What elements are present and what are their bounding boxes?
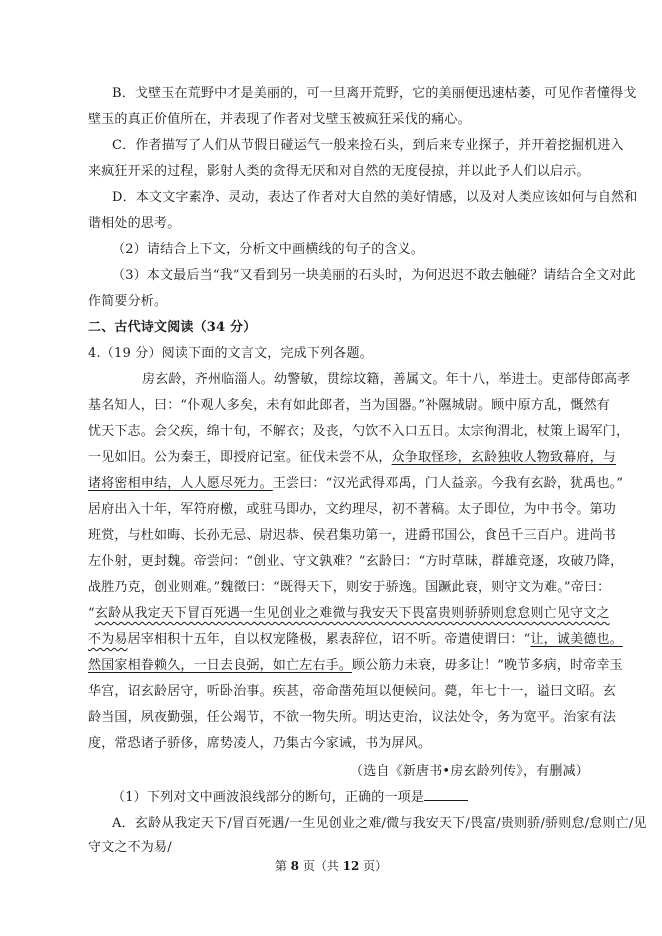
passage-text: 居宰相积十五年，自以权宠隆极，累表辞位，诏不听。帝遣使谓曰：“ <box>127 632 531 647</box>
passage-line: 忧天下志。会父疾，绵十旬，不解衣；及丧，勺饮不入口五日。太宗徇渭北，杖策上谒军门， <box>88 424 630 439</box>
question-3-line-1: （3）本文最后当“我”又看到另一块美丽的石头时，为何迟迟不敢去触碰？请结合全文对此 <box>112 268 636 283</box>
wavy-underlined-text: 玄龄从我定天下冒百死遇一生见创业之难微与我安天下畏富贵则骄骄则怠怠则亡见守文之 <box>94 606 610 621</box>
section-title: 二、古代诗文阅读（34 分） <box>88 320 257 335</box>
sub-question-1 <box>112 788 468 808</box>
page-number: 8 <box>290 859 299 873</box>
option-a-line-2: 守文之不为易/ <box>88 840 172 855</box>
passage-text: 王尝曰：“汉光武得邓禹，门人益亲。今我有玄龄，犹禹也。” <box>272 476 624 491</box>
option-a-line-1: A．玄龄从我定天下/冒百死遇/一生见创业之难/微与我安天下/畏富/贵则骄/骄则怠/怠则亡/见 <box>112 816 647 831</box>
passage-line: 华宫，诏玄龄居守，听卧治事。疾甚，帝命凿苑垣以便候问。薨，年七十一，谥曰文昭。玄 <box>88 684 617 699</box>
passage-line: 龄当国，夙夜勤强，任公竭节，不欲一物失所。明达吏治，议法处令，务为宽平。治家有法 <box>88 710 617 725</box>
passage-line <box>88 656 623 676</box>
passage-line <box>88 604 610 624</box>
passage-source: （选自《新唐书•房玄龄列传》，有删减） <box>350 764 589 779</box>
passage-line <box>88 630 623 650</box>
passage-line: 战胜乃克，创业则难。”魏徵曰：“既得天下，则安于骄逸。国蹶此衰，则守文为难。”帝曰： <box>88 580 611 595</box>
underlined-sentence: 众争取怪珍，玄龄独收人物致幕府，与 <box>391 450 617 465</box>
passage-line <box>88 448 616 468</box>
passage-line: 左仆射，更封魏。帝尝问：“创业、守文孰难？”玄龄曰：“方时草昧，群雄竞逐，攻破乃降， <box>88 554 624 569</box>
passage-line: 房玄龄，齐州临淄人。幼警敏，贯综坟籍，善属文。年十八，举进士。吏部侍郎高孝 <box>142 372 631 387</box>
underlined-sentence: 诸将密相申结，人人愿尽死力。 <box>88 476 273 491</box>
option-d-line-2: 谐相处的思考。 <box>88 216 181 231</box>
footer-mid: 页（共 <box>299 859 343 873</box>
underlined-sentence: 让，诚美德也。 <box>530 632 623 647</box>
wavy-underlined-text: 不为易 <box>88 632 128 647</box>
option-b-line-1: B．戈壁玉在荒野中才是美丽的，可一旦离开荒野，它的美丽便迅速枯萎，可见作者懂得戈 <box>112 86 637 101</box>
passage-line: 基名知人，曰：“仆观人多矣，未有如此郎者，当为国器。”补隰城尉。顾中原方乱，慨然有 <box>88 398 610 413</box>
page-total: 12 <box>342 859 360 873</box>
question-4-title: 4.（19 分）阅读下面的文言文，完成下列各题。 <box>88 346 373 361</box>
passage-text: 顾公筋力未衰，毋多让！”晚节多病，时帝幸玉 <box>352 658 623 673</box>
option-c-line-2: 来疯狂开采的过程，影射人类的贪得无厌和对自然的无度侵掠，并以此予人们以启示。 <box>88 164 590 179</box>
passage-text: “ <box>88 606 95 621</box>
option-c-line-1: C．作者描写了人们从节假日碰运气一般来捡石头，到后来专业探子，并开着挖掘机进入 <box>112 138 624 153</box>
underlined-sentence: 然国家相眷赖久，一日去良弼，如亡左右手。 <box>88 658 353 673</box>
passage-line: 班赏，与杜如晦、长孙无忌、尉迟恭、侯君集功第一，进爵邗国公，食邑千三百户。进尚书 <box>88 528 617 543</box>
footer-suffix: 页） <box>359 859 388 873</box>
option-d-line-1: D．本文文字素净、灵动，表达了作者对大自然的美好情感，以及对人类应该如何与自然和 <box>112 190 638 205</box>
sub-question-1-text: （1）下列对文中画波浪线部分的断句，正确的一项是 <box>112 790 425 805</box>
answer-blank <box>424 788 468 801</box>
passage-line: 居府出入十年，军符府檄，或驻马即办，文约理尽，初不著稿。太子即位，为中书令。第功 <box>88 502 617 517</box>
passage-line <box>88 474 623 494</box>
footer-prefix: 第 <box>274 859 291 873</box>
passage-text: 一见如旧。公为秦王，即授府记室。征伐未尝不从， <box>88 450 392 465</box>
option-b-line-2: 壁玉的真正价值所在，并表现了作者对戈壁玉被疯狂采伐的痛心。 <box>88 112 471 127</box>
passage-line: 度，常恐诸子骄侈，席势凌人，乃集古今家诫，书为屏风。 <box>88 736 432 751</box>
question-2: （2）请结合上下文，分析文中画横线的句子的含义。 <box>112 242 425 257</box>
page-footer <box>0 858 662 874</box>
question-3-line-2: 作简要分析。 <box>88 294 168 309</box>
